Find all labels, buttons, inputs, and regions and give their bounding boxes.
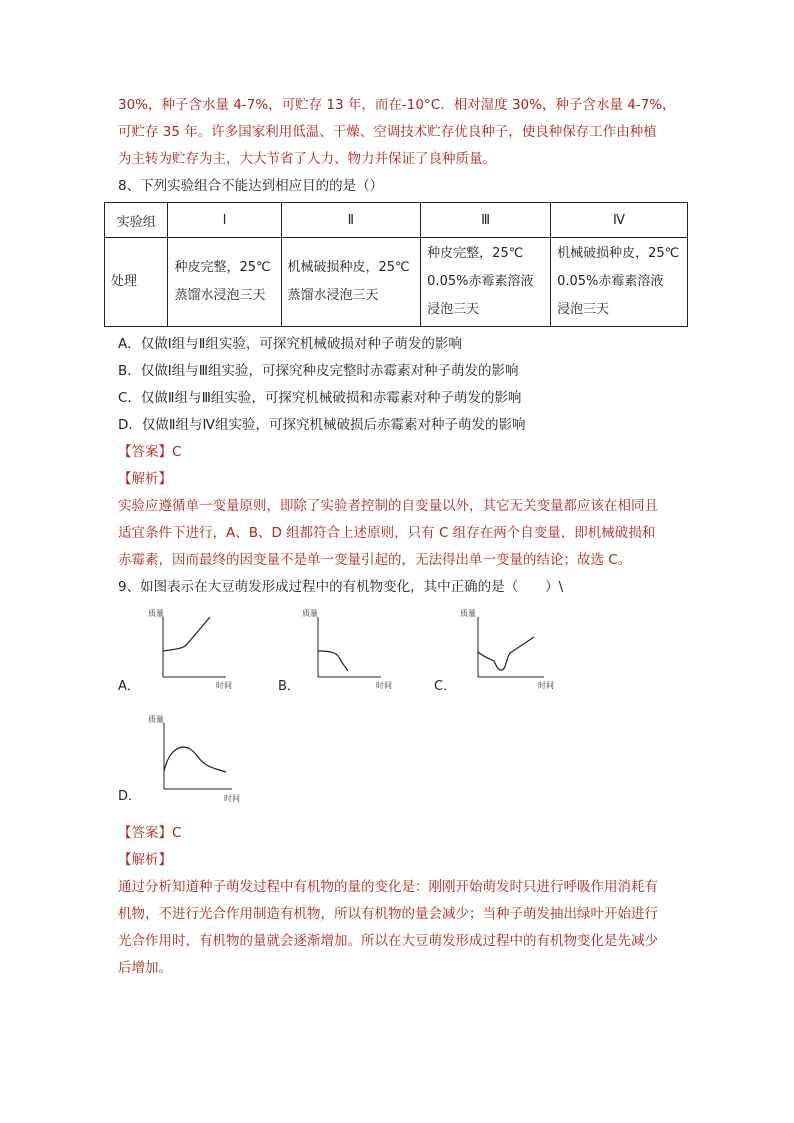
curve-line [318, 651, 348, 671]
document-page [111, 92, 688, 982]
analysis-line: 适宜条件下进行，A、B、D 组都符合上述原则，只有 C 组存在两个自变量，即机械破损和 [118, 525, 656, 541]
intro-line: 为主转为贮存为主，大大节省了人力、物力并保证了良种质量。 [118, 151, 496, 167]
q8-option-d: D．仅做Ⅱ组与Ⅳ组实验，可探究机械破损后赤霉素对种子萌发的影响 [118, 417, 526, 433]
cell-line: 浸泡三天 [557, 302, 610, 317]
y-axis-label: 质量 [148, 715, 164, 724]
q9-analysis-label: 【解析】 [118, 852, 172, 868]
table-cell [551, 238, 688, 327]
cell-line: 蒸馏水浸泡三天 [174, 288, 266, 303]
answer-value: C [172, 444, 182, 460]
table-header-cell: Ⅰ [168, 203, 281, 238]
table-cell [421, 238, 551, 327]
cell-line: 0.05%赤霉素溶液 [427, 274, 534, 289]
cell-line: 机械破损种皮，25℃ [557, 246, 680, 261]
table-cell [168, 238, 281, 327]
q9-answer [118, 820, 688, 847]
q8-analysis [118, 493, 688, 574]
q9-charts [118, 605, 688, 820]
table-cell [281, 238, 421, 327]
analysis-line: 后增加。 [118, 960, 172, 976]
x-axis-label: 时间 [538, 681, 554, 690]
table-header-cell: 实验组 [105, 203, 168, 238]
analysis-line: 光合作用时，有机物的量就会逐渐增加。所以在大豆萌发形成过程中的有机物变化是先减少 [118, 933, 658, 949]
q9-stem: 9、如图表示在大豆萌发形成过程中的有机物变化，其中正确的是（ ）\ [118, 579, 564, 595]
q8-analysis-label: 【解析】 [118, 471, 172, 487]
q8-option-a: A．仅做Ⅰ组与Ⅱ组实验，可探究机械破损对种子萌发的影响 [118, 336, 462, 352]
option-label: B． [278, 679, 300, 694]
x-axis-label: 时间 [216, 681, 232, 690]
table-header-cell: Ⅳ [551, 203, 688, 238]
y-axis-label: 质量 [148, 609, 164, 618]
intro-paragraph [118, 92, 688, 173]
curve-line [478, 637, 534, 670]
option-label: C． [434, 679, 457, 694]
cell-line: 机械破损种皮，25℃ [287, 260, 410, 275]
chart-option-b [278, 609, 428, 704]
q8-option-b: B．仅做Ⅰ组与Ⅲ组实验，可探究种皮完整时赤霉素对种子萌发的影响 [118, 363, 519, 379]
answer-label: 【答案】 [118, 444, 172, 460]
answer-label: 【答案】 [118, 825, 172, 841]
cell-line: 种皮完整，25℃ [174, 260, 271, 275]
answer-value: C [172, 825, 182, 841]
cell-line: 0.05%赤霉素溶液 [557, 274, 664, 289]
x-axis-label: 时间 [376, 681, 392, 690]
curve-line [164, 747, 226, 772]
curve-line [163, 617, 210, 651]
chart-option-d [118, 713, 268, 808]
cell-line: 浸泡三天 [427, 302, 480, 317]
q8-stem: 8、下列实验组合不能达到相应目的的是（） [118, 178, 384, 194]
q8-option-c: C．仅做Ⅱ组与Ⅲ组实验，可探究机械破损和赤霉素对种子萌发的影响 [118, 390, 522, 406]
option-label: A． [118, 679, 140, 694]
y-axis-label: 质量 [302, 609, 318, 618]
analysis-line: 赤霉素，因而最终的因变量不是单一变量引起的，无法得出单一变量的结论；故选 C。 [118, 552, 632, 568]
chart-a-svg [118, 609, 268, 704]
table-header-cell: Ⅱ [281, 203, 421, 238]
analysis-line: 实验应遵循单一变量原则，即除了实验者控制的自变量以外，其它无关变量都应该在相同且 [118, 498, 658, 514]
q8-answer [118, 439, 688, 466]
table-header-cell: Ⅲ [421, 203, 551, 238]
experiment-table [104, 202, 688, 327]
chart-option-c [434, 609, 584, 704]
chart-c-svg [434, 609, 584, 704]
chart-option-a [118, 609, 268, 704]
table-row [105, 238, 688, 327]
chart-b-svg [278, 609, 428, 704]
analysis-line: 机物，不进行光合作用制造有机物，所以有机物的量会减少；当种子萌发抽出绿叶开始进行 [118, 906, 658, 922]
intro-line: 可贮存 35 年。许多国家利用低温、干燥、空调技术贮存优良种子，使良种保存工作由种植 [118, 124, 657, 140]
table-header-row [105, 203, 688, 238]
cell-line: 蒸馏水浸泡三天 [287, 288, 379, 303]
x-axis-label: 时间 [224, 794, 240, 803]
cell-line: 种皮完整，25℃ [427, 246, 524, 261]
y-axis-label: 质量 [460, 609, 476, 618]
table-row-label: 处理 [105, 238, 168, 327]
analysis-line: 通过分析知道种子萌发过程中有机物的量的变化是：刚刚开始萌发时只进行呼吸作用消耗有 [118, 879, 658, 895]
q9-analysis [118, 874, 688, 982]
intro-line: 30%，种子含水量 4-7%，可贮存 13 年，而在-10°C．相对湿度 30%，种子含水量 4-7%， [118, 97, 676, 113]
option-label: D． [118, 789, 142, 804]
